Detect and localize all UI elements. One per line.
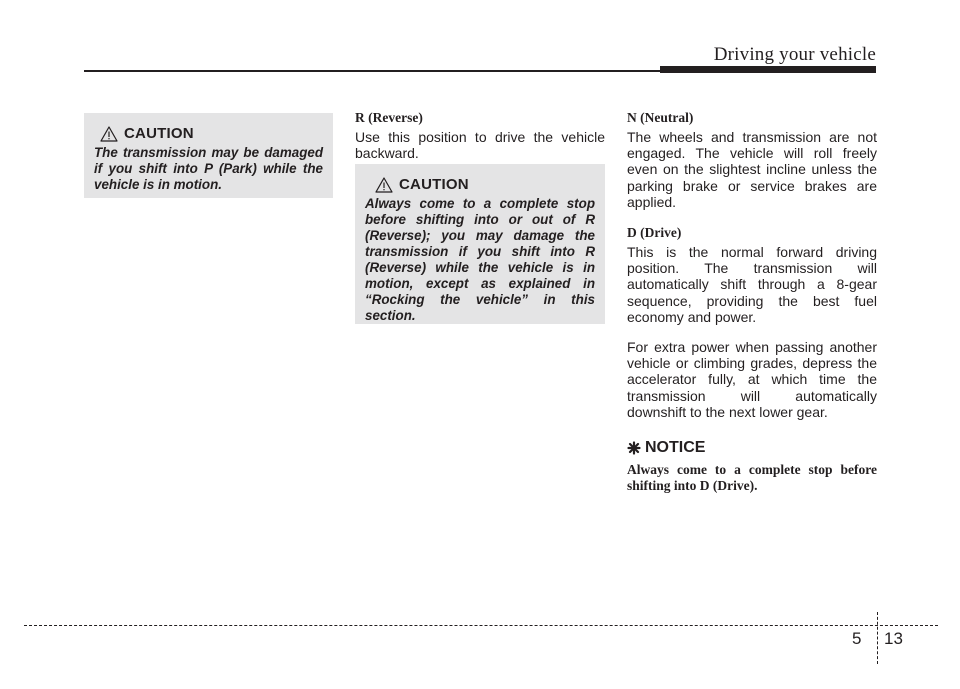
neutral-heading: N (Neutral)	[627, 110, 694, 125]
warning-triangle-icon	[100, 126, 118, 142]
footer-rule	[24, 625, 938, 626]
notice-header	[627, 438, 877, 458]
caution-title: CAUTION	[124, 125, 194, 142]
drive-text-1: This is the normal forward driving position. The transmission will automatically shift through a 8-gear sequence, providing the best fuel economy and power.	[627, 244, 877, 325]
caution-title: CAUTION	[399, 176, 469, 193]
header-bar	[660, 66, 876, 73]
drive-heading: D (Drive)	[627, 225, 682, 241]
right-column	[627, 109, 877, 494]
notice-text: Always come to a complete stop before shifting into D (Drive).	[627, 462, 877, 494]
drive-text-2: For extra power when passing another vehicle or climbing grades, depress the accelerator fully, at which time the transmission will automatically downshift to the next lower gear.	[627, 339, 877, 420]
caution-header	[100, 125, 323, 142]
reverse-text: Use this position to drive the vehicle backward.	[355, 129, 605, 162]
neutral-text: The wheels and transmission are not engaged. The vehicle will roll freely even on the slightest incline unless the parking brake or service brakes are applied.	[627, 129, 877, 210]
warning-triangle-icon	[375, 177, 393, 193]
caution-box-park	[84, 113, 333, 198]
caution-header	[375, 176, 595, 193]
footer-divider	[877, 612, 878, 664]
caution-text: Always come to a complete stop before shifting into or out of R (Reverse); you may damage the transmission if you shift into R (Reverse) while the vehicle is in motion, except as explained in “Rocking the vehicle” in this section.	[365, 196, 595, 323]
notice-title: NOTICE	[645, 439, 706, 457]
reverse-heading: R (Reverse)	[355, 110, 423, 125]
header-rule	[84, 70, 660, 72]
notice-star-icon	[627, 441, 641, 455]
caution-box-reverse	[355, 164, 605, 324]
page-number: 13	[884, 629, 903, 648]
page-header-title: Driving your vehicle	[713, 44, 876, 65]
caution-text: The transmission may be damaged if you shift into P (Park) while the vehicle is in motion.	[94, 145, 323, 192]
middle-column	[355, 109, 605, 161]
chapter-number: 5	[852, 629, 862, 648]
